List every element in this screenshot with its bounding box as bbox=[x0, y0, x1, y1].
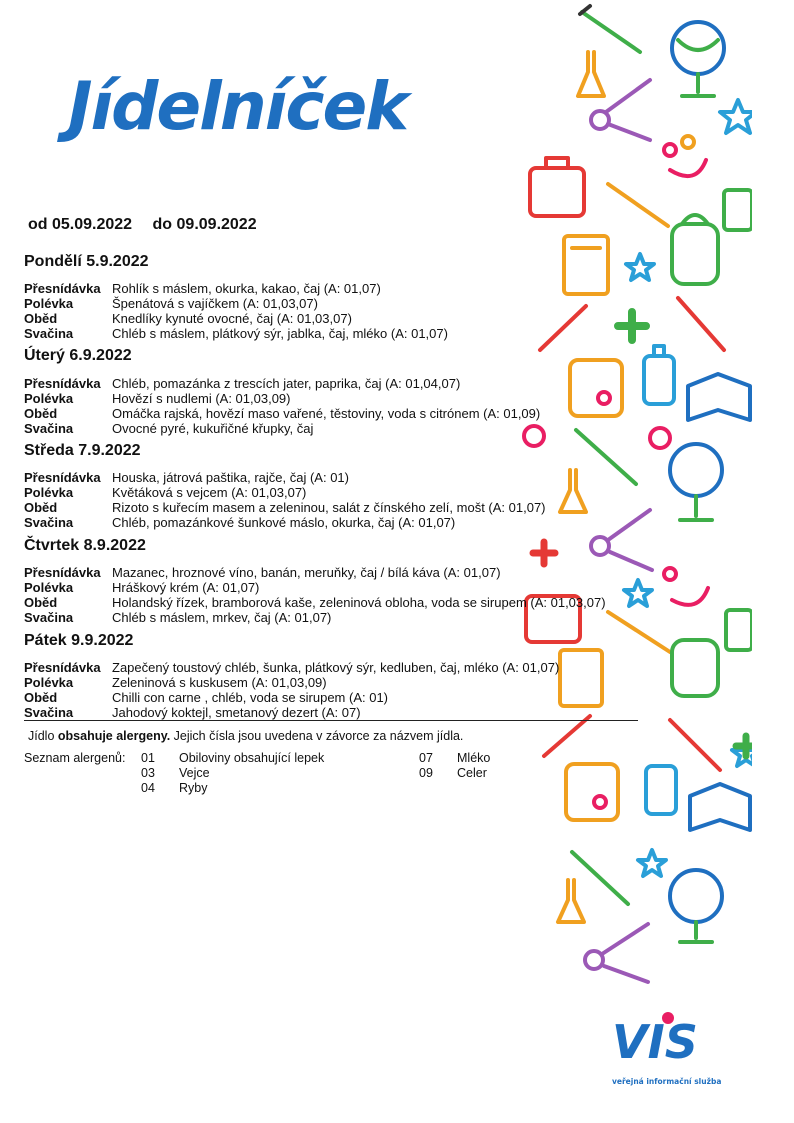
meal-label: Přesnídávka bbox=[24, 660, 101, 675]
date-to: do 09.09.2022 bbox=[152, 216, 257, 233]
meal-label: Svačina bbox=[24, 610, 74, 625]
meal-label: Přesnídávka bbox=[24, 565, 101, 580]
meal-row bbox=[24, 406, 644, 421]
meal-row bbox=[24, 281, 644, 296]
bag-icon bbox=[566, 764, 618, 820]
meal-text: Chilli con carne , chléb, voda se sirupem (A: 01) bbox=[112, 690, 389, 705]
allergen-name: Ryby bbox=[179, 781, 208, 795]
meal-label: Polévka bbox=[24, 675, 74, 690]
glue-bottle-icon bbox=[644, 346, 674, 404]
logo-text: VIS bbox=[612, 1015, 698, 1069]
flask-icon bbox=[578, 52, 604, 96]
allergen-code: 07 bbox=[419, 751, 433, 765]
briefcase-icon bbox=[530, 158, 584, 216]
allergen-name: Obiloviny obsahující lepek bbox=[179, 751, 325, 765]
meal-text: Chléb, pomazánka z trescích jater, paprika, čaj (A: 01,04,07) bbox=[112, 376, 461, 391]
meal-label: Svačina bbox=[24, 515, 74, 530]
book-icon bbox=[688, 374, 750, 420]
meal-text: Chléb s máslem, plátkový sýr, jablka, čaj, mléko (A: 01,07) bbox=[112, 326, 448, 341]
meal-label: Oběd bbox=[24, 311, 58, 326]
meal-label: Oběd bbox=[24, 406, 58, 421]
meal-row bbox=[24, 705, 644, 720]
globe-icon bbox=[670, 870, 722, 942]
page-title: Jídelníček bbox=[68, 68, 408, 145]
day-title: Čtvrtek 8.9.2022 bbox=[24, 537, 146, 554]
vis-logo bbox=[608, 1010, 728, 1090]
meal-text: Chléb s máslem, mrkev, čaj (A: 01,07) bbox=[112, 610, 332, 625]
meal-row bbox=[24, 515, 644, 530]
meal-text: Holandský řízek, bramborová kaše, zeleninová obloha, voda se sirupem (A: 01,03,07) bbox=[112, 595, 606, 610]
date-range bbox=[28, 216, 273, 234]
allergen-name: Mléko bbox=[457, 751, 491, 765]
meal-text: Knedlíky kynuté ovocné, čaj (A: 01,03,07) bbox=[112, 311, 352, 326]
meal-text: Zapečený toustový chléb, šunka, plátkový sýr, kedluben, čaj, mléko (A: 01,07) bbox=[112, 660, 560, 675]
meal-row bbox=[24, 311, 644, 326]
meal-text: Chléb, pomazánkové šunkové máslo, okurka, čaj (A: 01,07) bbox=[112, 515, 456, 530]
meal-row bbox=[24, 595, 644, 610]
meal-text: Hovězí s nudlemi (A: 01,03,09) bbox=[112, 391, 291, 406]
allergen-list-label: Seznam alergenů: bbox=[24, 751, 126, 765]
star-icon bbox=[638, 850, 666, 876]
meal-label: Polévka bbox=[24, 296, 74, 311]
school-supplies-decoration bbox=[520, 0, 752, 1123]
allergen-name: Vejce bbox=[179, 766, 210, 780]
meal-row bbox=[24, 296, 644, 311]
note-pre: Jídlo bbox=[28, 729, 58, 743]
meal-label: Přesnídávka bbox=[24, 376, 101, 391]
meal-text: Zeleninová s kuskusem (A: 01,03,09) bbox=[112, 675, 327, 690]
meal-label: Svačina bbox=[24, 421, 74, 436]
day-title: Pondělí 5.9.2022 bbox=[24, 253, 149, 270]
meal-row bbox=[24, 391, 644, 406]
meal-label: Polévka bbox=[24, 485, 74, 500]
allergen-code: 04 bbox=[141, 781, 155, 795]
meal-text: Mazanec, hroznové víno, banán, meruňky, čaj / bílá káva (A: 01,07) bbox=[112, 565, 501, 580]
day-title: Úterý 6.9.2022 bbox=[24, 347, 132, 364]
meal-text: Rizoto s kuřecím masem a zeleninou, salát z čínského zelí, mošt (A: 01,07) bbox=[112, 500, 546, 515]
date-from: od 05.09.2022 bbox=[28, 216, 133, 233]
meal-row bbox=[24, 470, 644, 485]
allergen-code: 01 bbox=[141, 751, 155, 765]
meal-text: Ovocné pyré, kukuřičné křupky, čaj bbox=[112, 421, 314, 436]
meal-label: Přesnídávka bbox=[24, 281, 101, 296]
day-title: Pátek 9.9.2022 bbox=[24, 632, 134, 649]
meal-text: Jahodový koktejl, smetanový dezert (A: 07) bbox=[112, 705, 361, 720]
meal-text: Omáčka rajská, hovězí maso vařené, těstoviny, voda s citrónem (A: 01,09) bbox=[112, 406, 541, 421]
pencil-icon bbox=[670, 298, 724, 770]
note-bold: obsahuje alergeny. bbox=[57, 729, 171, 743]
meal-text: Houska, játrová paštika, rajče, čaj (A: 01) bbox=[112, 470, 349, 485]
globe-icon bbox=[670, 444, 722, 520]
meal-label: Oběd bbox=[24, 595, 58, 610]
plus-icon bbox=[533, 542, 555, 564]
allergen-note bbox=[28, 729, 463, 743]
meal-row bbox=[24, 690, 644, 705]
scissors-icon bbox=[585, 924, 648, 982]
allergen-code: 09 bbox=[419, 766, 433, 780]
meal-row bbox=[24, 326, 644, 341]
meal-text: Hráškový krém (A: 01,07) bbox=[112, 580, 260, 595]
logo-tagline: veřejná informační služba bbox=[612, 1077, 722, 1086]
paint-icon bbox=[664, 136, 706, 176]
meal-label: Polévka bbox=[24, 580, 74, 595]
backpack-icon bbox=[672, 640, 718, 696]
book-icon bbox=[690, 784, 750, 830]
star-icon bbox=[626, 254, 654, 280]
meal-label: Polévka bbox=[24, 391, 74, 406]
monitor-icon bbox=[726, 610, 752, 650]
meal-row bbox=[24, 565, 644, 580]
meal-label: Svačina bbox=[24, 326, 74, 341]
meal-row bbox=[24, 421, 644, 436]
allergen-name: Celer bbox=[457, 766, 487, 780]
meal-row bbox=[24, 500, 644, 515]
meal-label: Oběd bbox=[24, 500, 58, 515]
meal-row bbox=[24, 580, 644, 595]
meal-row bbox=[24, 376, 644, 391]
globe-icon bbox=[672, 22, 724, 96]
meal-row bbox=[24, 485, 644, 500]
meal-text: Rohlík s máslem, okurka, kakao, čaj (A: 01,07) bbox=[112, 281, 381, 296]
meal-row bbox=[24, 675, 644, 690]
day-title: Středa 7.9.2022 bbox=[24, 442, 141, 459]
allergen-code: 03 bbox=[141, 766, 155, 780]
meal-row bbox=[24, 610, 644, 625]
meal-label: Oběd bbox=[24, 690, 58, 705]
backpack-icon bbox=[672, 215, 718, 284]
monitor-icon bbox=[724, 190, 752, 230]
note-post: Jejich čísla jsou uvedena v závorce za názvem jídla. bbox=[170, 729, 464, 743]
meal-text: Květáková s vejcem (A: 01,03,07) bbox=[112, 485, 307, 500]
meal-row bbox=[24, 660, 644, 675]
pencil-icon bbox=[608, 184, 668, 226]
paint-icon bbox=[664, 568, 708, 605]
meal-label: Svačina bbox=[24, 705, 74, 720]
pencil-icon bbox=[580, 6, 640, 52]
meal-text: Špenátová s vajíčkem (A: 01,03,07) bbox=[112, 296, 318, 311]
glue-bottle-icon bbox=[646, 766, 676, 814]
star-icon bbox=[720, 100, 752, 133]
meal-label: Přesnídávka bbox=[24, 470, 101, 485]
divider bbox=[24, 720, 638, 721]
